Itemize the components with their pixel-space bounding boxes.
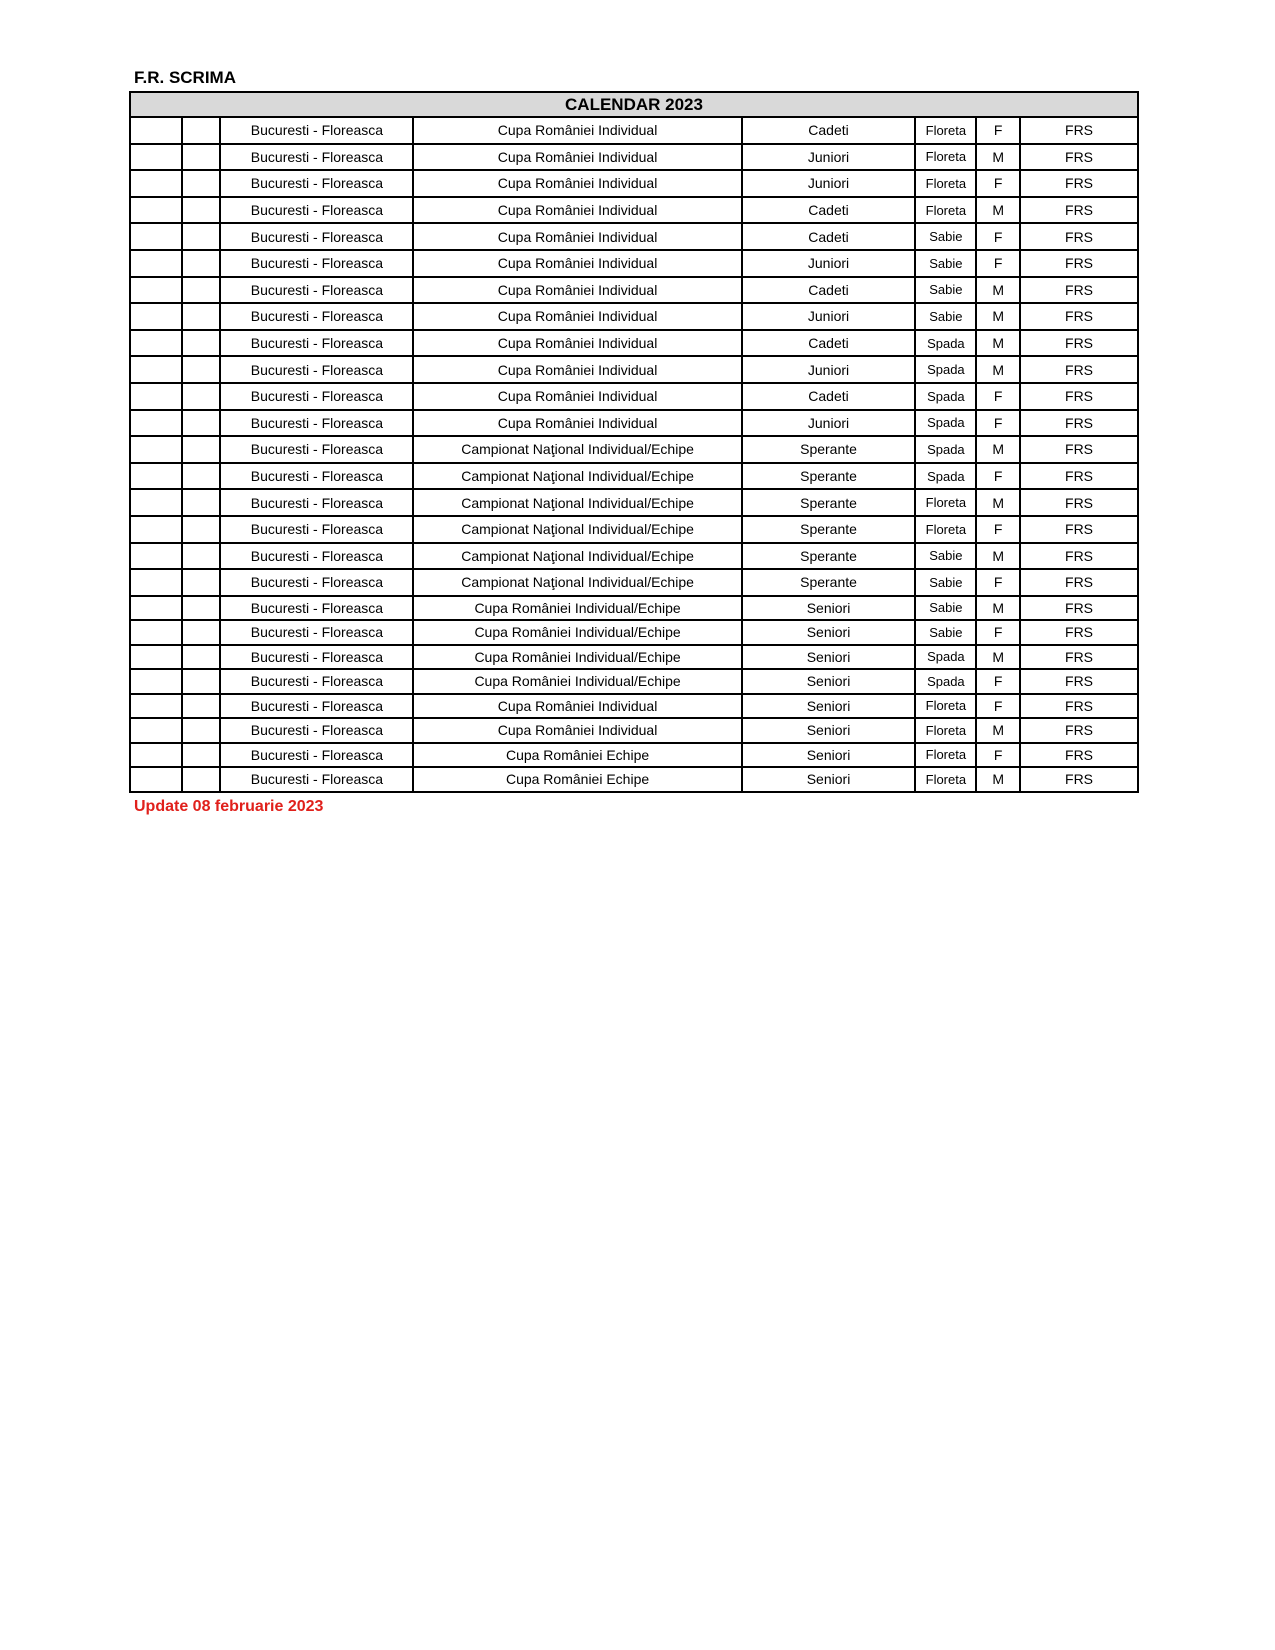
day-cell — [182, 694, 221, 719]
location-cell: Bucuresti - Floreasca — [220, 250, 413, 277]
category-cell: Juniori — [742, 356, 916, 383]
gender-cell: F — [976, 463, 1020, 490]
gender-cell: F — [976, 620, 1020, 645]
organizer-cell: FRS — [1020, 767, 1138, 792]
competition-cell: Cupa României Individual/Echipe — [413, 620, 741, 645]
category-cell: Seniori — [742, 620, 916, 645]
gender-cell: M — [976, 543, 1020, 570]
competition-cell: Cupa României Individual — [413, 410, 741, 437]
location-cell: Bucuresti - Floreasca — [220, 569, 413, 596]
gender-cell: F — [976, 410, 1020, 437]
competition-cell: Campionat Naţional Individual/Echipe — [413, 543, 741, 570]
organizer-cell: FRS — [1020, 170, 1138, 197]
category-cell: Cadeti — [742, 383, 916, 410]
day-cell — [182, 197, 221, 224]
category-cell: Seniori — [742, 645, 916, 670]
gender-cell: F — [976, 223, 1020, 250]
category-cell: Seniori — [742, 669, 916, 694]
day-cell — [182, 144, 221, 171]
competition-cell: Cupa României Individual — [413, 694, 741, 719]
day-cell — [182, 569, 221, 596]
day-cell — [182, 645, 221, 670]
table-row — [130, 543, 1138, 570]
organizer-cell: FRS — [1020, 489, 1138, 516]
organizer-cell: FRS — [1020, 330, 1138, 357]
day-cell — [182, 436, 221, 463]
day-cell — [182, 303, 221, 330]
date-cell — [130, 718, 182, 743]
location-cell: Bucuresti - Floreasca — [220, 718, 413, 743]
gender-cell: M — [976, 596, 1020, 621]
table-row — [130, 463, 1138, 490]
organizer-cell: FRS — [1020, 463, 1138, 490]
gender-cell: M — [976, 767, 1020, 792]
location-cell: Bucuresti - Floreasca — [220, 330, 413, 357]
competition-cell: Campionat Naţional Individual/Echipe — [413, 569, 741, 596]
category-cell: Juniori — [742, 170, 916, 197]
organizer-cell: FRS — [1020, 516, 1138, 543]
day-cell — [182, 743, 221, 768]
date-cell — [130, 356, 182, 383]
competition-cell: Cupa României Echipe — [413, 743, 741, 768]
organizer-cell: FRS — [1020, 410, 1138, 437]
competition-cell: Cupa României Individual/Echipe — [413, 596, 741, 621]
day-cell — [182, 277, 221, 304]
date-cell — [130, 330, 182, 357]
organizer-cell: FRS — [1020, 383, 1138, 410]
weapon-cell: Floreta — [915, 694, 976, 719]
date-cell — [130, 117, 182, 144]
organizer-cell: FRS — [1020, 645, 1138, 670]
date-cell — [130, 516, 182, 543]
category-cell: Sperante — [742, 569, 916, 596]
category-cell: Juniori — [742, 410, 916, 437]
weapon-cell: Spada — [915, 436, 976, 463]
weapon-cell: Sabie — [915, 543, 976, 570]
day-cell — [182, 489, 221, 516]
category-cell: Juniori — [742, 250, 916, 277]
day-cell — [182, 596, 221, 621]
date-cell — [130, 197, 182, 224]
category-cell: Sperante — [742, 543, 916, 570]
table-row — [130, 383, 1138, 410]
date-cell — [130, 303, 182, 330]
category-cell: Seniori — [742, 767, 916, 792]
table-title: CALENDAR 2023 — [130, 92, 1138, 117]
date-cell — [130, 383, 182, 410]
organizer-cell: FRS — [1020, 117, 1138, 144]
weapon-cell: Spada — [915, 383, 976, 410]
table-row — [130, 489, 1138, 516]
competition-cell: Cupa României Individual — [413, 144, 741, 171]
weapon-cell: Floreta — [915, 197, 976, 224]
location-cell: Bucuresti - Floreasca — [220, 516, 413, 543]
category-cell: Juniori — [742, 303, 916, 330]
weapon-cell: Spada — [915, 356, 976, 383]
table-row — [130, 596, 1138, 621]
location-cell: Bucuresti - Floreasca — [220, 277, 413, 304]
day-cell — [182, 516, 221, 543]
date-cell — [130, 669, 182, 694]
category-cell: Sperante — [742, 489, 916, 516]
table-row — [130, 410, 1138, 437]
table-row — [130, 170, 1138, 197]
gender-cell: M — [976, 645, 1020, 670]
day-cell — [182, 223, 221, 250]
location-cell: Bucuresti - Floreasca — [220, 223, 413, 250]
date-cell — [130, 767, 182, 792]
day-cell — [182, 356, 221, 383]
gender-cell: M — [976, 718, 1020, 743]
weapon-cell: Sabie — [915, 250, 976, 277]
organizer-cell: FRS — [1020, 223, 1138, 250]
gender-cell: M — [976, 303, 1020, 330]
competition-cell: Cupa României Individual — [413, 330, 741, 357]
date-cell — [130, 620, 182, 645]
competition-cell: Campionat Naţional Individual/Echipe — [413, 489, 741, 516]
table-row — [130, 356, 1138, 383]
day-cell — [182, 330, 221, 357]
location-cell: Bucuresti - Floreasca — [220, 743, 413, 768]
table-title-row — [130, 92, 1138, 117]
day-cell — [182, 718, 221, 743]
date-cell — [130, 170, 182, 197]
gender-cell: F — [976, 383, 1020, 410]
organizer-cell: FRS — [1020, 356, 1138, 383]
competition-cell: Cupa României Echipe — [413, 767, 741, 792]
date-cell — [130, 410, 182, 437]
competition-cell: Cupa României Individual — [413, 197, 741, 224]
location-cell: Bucuresti - Floreasca — [220, 620, 413, 645]
weapon-cell: Spada — [915, 669, 976, 694]
organizer-cell: FRS — [1020, 543, 1138, 570]
competition-cell: Campionat Naţional Individual/Echipe — [413, 516, 741, 543]
table-row — [130, 250, 1138, 277]
day-cell — [182, 620, 221, 645]
organizer-cell: FRS — [1020, 569, 1138, 596]
weapon-cell: Floreta — [915, 516, 976, 543]
weapon-cell: Sabie — [915, 596, 976, 621]
date-cell — [130, 743, 182, 768]
location-cell: Bucuresti - Floreasca — [220, 197, 413, 224]
category-cell: Seniori — [742, 694, 916, 719]
location-cell: Bucuresti - Floreasca — [220, 383, 413, 410]
location-cell: Bucuresti - Floreasca — [220, 410, 413, 437]
weapon-cell: Floreta — [915, 718, 976, 743]
weapon-cell: Floreta — [915, 489, 976, 516]
day-cell — [182, 543, 221, 570]
competition-cell: Cupa României Individual — [413, 303, 741, 330]
table-row — [130, 620, 1138, 645]
category-cell: Cadeti — [742, 277, 916, 304]
competition-cell: Cupa României Individual — [413, 223, 741, 250]
location-cell: Bucuresti - Floreasca — [220, 489, 413, 516]
day-cell — [182, 170, 221, 197]
organizer-cell: FRS — [1020, 277, 1138, 304]
competition-cell: Cupa României Individual/Echipe — [413, 669, 741, 694]
location-cell: Bucuresti - Floreasca — [220, 463, 413, 490]
calendar-table — [129, 91, 1139, 793]
gender-cell: M — [976, 436, 1020, 463]
gender-cell: M — [976, 330, 1020, 357]
location-cell: Bucuresti - Floreasca — [220, 543, 413, 570]
weapon-cell: Spada — [915, 330, 976, 357]
gender-cell: M — [976, 356, 1020, 383]
category-cell: Juniori — [742, 144, 916, 171]
category-cell: Cadeti — [742, 223, 916, 250]
date-cell — [130, 645, 182, 670]
table-row — [130, 767, 1138, 792]
weapon-cell: Spada — [915, 410, 976, 437]
weapon-cell: Floreta — [915, 767, 976, 792]
location-cell: Bucuresti - Floreasca — [220, 356, 413, 383]
weapon-cell: Floreta — [915, 743, 976, 768]
day-cell — [182, 463, 221, 490]
competition-cell: Cupa României Individual — [413, 718, 741, 743]
day-cell — [182, 117, 221, 144]
date-cell — [130, 463, 182, 490]
table-row — [130, 516, 1138, 543]
competition-cell: Campionat Naţional Individual/Echipe — [413, 436, 741, 463]
table-row — [130, 303, 1138, 330]
table-row — [130, 117, 1138, 144]
category-cell: Sperante — [742, 516, 916, 543]
day-cell — [182, 250, 221, 277]
location-cell: Bucuresti - Floreasca — [220, 144, 413, 171]
calendar-table-body — [130, 92, 1138, 792]
gender-cell: F — [976, 250, 1020, 277]
organizer-cell: FRS — [1020, 743, 1138, 768]
gender-cell: F — [976, 117, 1020, 144]
gender-cell: M — [976, 489, 1020, 516]
location-cell: Bucuresti - Floreasca — [220, 669, 413, 694]
location-cell: Bucuresti - Floreasca — [220, 596, 413, 621]
date-cell — [130, 569, 182, 596]
organizer-cell: FRS — [1020, 694, 1138, 719]
category-cell: Sperante — [742, 463, 916, 490]
competition-cell: Cupa României Individual — [413, 117, 741, 144]
date-cell — [130, 436, 182, 463]
gender-cell: F — [976, 669, 1020, 694]
table-row — [130, 645, 1138, 670]
table-row — [130, 277, 1138, 304]
gender-cell: M — [976, 197, 1020, 224]
gender-cell: F — [976, 694, 1020, 719]
competition-cell: Cupa României Individual — [413, 277, 741, 304]
date-cell — [130, 543, 182, 570]
weapon-cell: Spada — [915, 463, 976, 490]
weapon-cell: Floreta — [915, 170, 976, 197]
competition-cell: Cupa României Individual — [413, 170, 741, 197]
table-row — [130, 330, 1138, 357]
location-cell: Bucuresti - Floreasca — [220, 694, 413, 719]
category-cell: Cadeti — [742, 197, 916, 224]
gender-cell: M — [976, 144, 1020, 171]
weapon-cell: Sabie — [915, 223, 976, 250]
gender-cell: M — [976, 277, 1020, 304]
competition-cell: Cupa României Individual — [413, 356, 741, 383]
category-cell: Seniori — [742, 718, 916, 743]
location-cell: Bucuresti - Floreasca — [220, 170, 413, 197]
day-cell — [182, 383, 221, 410]
date-cell — [130, 277, 182, 304]
organizer-cell: FRS — [1020, 620, 1138, 645]
category-cell: Sperante — [742, 436, 916, 463]
category-cell: Seniori — [742, 596, 916, 621]
weapon-cell: Sabie — [915, 277, 976, 304]
date-cell — [130, 596, 182, 621]
day-cell — [182, 669, 221, 694]
organizer-cell: FRS — [1020, 197, 1138, 224]
organizer-cell: FRS — [1020, 596, 1138, 621]
category-cell: Cadeti — [742, 330, 916, 357]
organizer-cell: FRS — [1020, 144, 1138, 171]
table-row — [130, 694, 1138, 719]
update-note: Update 08 februarie 2023 — [134, 798, 324, 815]
weapon-cell: Floreta — [915, 117, 976, 144]
location-cell: Bucuresti - Floreasca — [220, 303, 413, 330]
category-cell: Cadeti — [742, 117, 916, 144]
organizer-cell: FRS — [1020, 436, 1138, 463]
table-row — [130, 144, 1138, 171]
date-cell — [130, 250, 182, 277]
category-cell: Seniori — [742, 743, 916, 768]
table-row — [130, 436, 1138, 463]
competition-cell: Campionat Naţional Individual/Echipe — [413, 463, 741, 490]
location-cell: Bucuresti - Floreasca — [220, 767, 413, 792]
gender-cell: F — [976, 516, 1020, 543]
gender-cell: F — [976, 170, 1020, 197]
org-title: F.R. SCRIMA — [134, 68, 236, 87]
organizer-cell: FRS — [1020, 250, 1138, 277]
table-row — [130, 743, 1138, 768]
weapon-cell: Floreta — [915, 144, 976, 171]
gender-cell: F — [976, 743, 1020, 768]
location-cell: Bucuresti - Floreasca — [220, 117, 413, 144]
competition-cell: Cupa României Individual — [413, 383, 741, 410]
organizer-cell: FRS — [1020, 303, 1138, 330]
location-cell: Bucuresti - Floreasca — [220, 436, 413, 463]
table-row — [130, 223, 1138, 250]
table-row — [130, 718, 1138, 743]
weapon-cell: Sabie — [915, 569, 976, 596]
competition-cell: Cupa României Individual — [413, 250, 741, 277]
date-cell — [130, 144, 182, 171]
date-cell — [130, 223, 182, 250]
table-row — [130, 197, 1138, 224]
organizer-cell: FRS — [1020, 669, 1138, 694]
date-cell — [130, 489, 182, 516]
table-row — [130, 669, 1138, 694]
table-row — [130, 569, 1138, 596]
gender-cell: F — [976, 569, 1020, 596]
organizer-cell: FRS — [1020, 718, 1138, 743]
weapon-cell: Spada — [915, 645, 976, 670]
weapon-cell: Sabie — [915, 303, 976, 330]
day-cell — [182, 767, 221, 792]
location-cell: Bucuresti - Floreasca — [220, 645, 413, 670]
day-cell — [182, 410, 221, 437]
date-cell — [130, 694, 182, 719]
weapon-cell: Sabie — [915, 620, 976, 645]
competition-cell: Cupa României Individual/Echipe — [413, 645, 741, 670]
